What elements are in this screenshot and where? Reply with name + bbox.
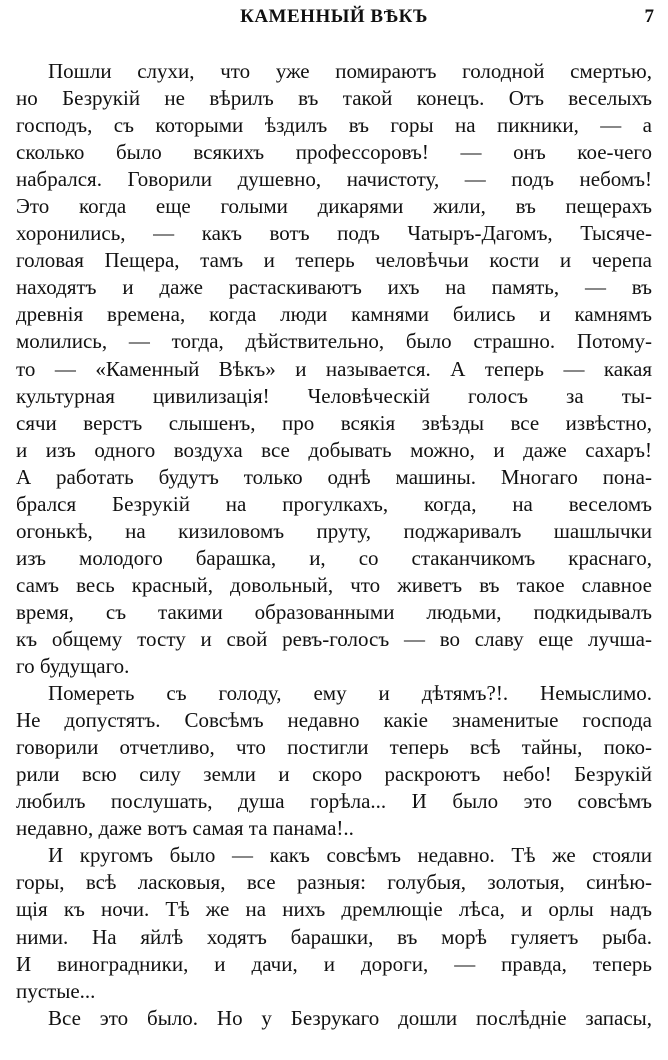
text-line: А работать будутъ только однѣ машины. Многаго пона- xyxy=(16,464,652,489)
text-line: рили всю силу земли и скоро раскроютъ небо! Безрукій xyxy=(16,762,652,787)
text-line: набрался. Говорили душевно, начистоту, — подъ небомъ! xyxy=(16,167,652,192)
text-line: говорили отчетливо, что постигли теперь всѣ тайны, поко- xyxy=(16,735,652,760)
text-line: Пошли слухи, что уже помираютъ голодной смертью, xyxy=(48,59,652,83)
text-line: сячи верстъ слышенъ, про всякія звѣзды все извѣстно, xyxy=(16,410,652,435)
text-line: но Безрукій не вѣрилъ въ такой конецъ. Отъ веселыхъ xyxy=(16,86,652,111)
text-line: го будущаго. xyxy=(16,654,130,679)
text-line: недавно, даже вотъ самая та панама!.. xyxy=(16,816,354,841)
text-line: находятъ и даже растаскиваютъ ихъ на память, — въ xyxy=(16,275,652,300)
text-line: ними. На яйлѣ ходятъ барашки, въ морѣ гуляетъ рыба. xyxy=(16,924,652,949)
text-line: Помереть съ голоду, ему и дѣтямъ?!. Немыслимо. xyxy=(48,681,652,706)
text-line: Все это было. Но у Безрукаго дошли послѣдніе запасы, xyxy=(48,1005,652,1030)
text-line: Не допустятъ. Совсѣмъ недавно какіе знаменитые господа xyxy=(16,708,652,733)
running-title: КАМЕННЫЙ ВѢКЪ xyxy=(240,6,428,27)
text-line: къ общему тосту и свой ревъ-голосъ — во славу еще лучша- xyxy=(16,626,652,651)
text-line: господъ, съ которыми ѣздилъ въ горы на пикники, — а xyxy=(16,113,652,138)
page-number: 7 xyxy=(644,6,654,27)
body-text xyxy=(16,58,652,1032)
text-line: щія къ ночи. Тѣ же на нихъ дремлющіе лѣса, и орлы надъ xyxy=(16,897,652,922)
text-line: древнія времена, когда люди камнями бились и камнямъ xyxy=(16,302,652,327)
text-line: огонькѣ, на кизиловомъ пруту, поджаривалъ шашлычки xyxy=(16,518,652,543)
text-line: любилъ послушать, душа горѣла... И было это совсѣмъ xyxy=(16,789,652,814)
text-line: молились, — тогда, дѣйствительно, было страшно. Потому- xyxy=(16,329,652,354)
text-line: изъ молодого барашка, и, со стаканчикомъ краснаго, xyxy=(16,545,652,570)
text-line: брался Безрукій на прогулкахъ, когда, на веселомъ xyxy=(16,491,652,516)
text-line: время, съ такими образованными людьми, подкидывалъ xyxy=(16,599,652,624)
text-line: И виноградники, и дачи, и дороги, — правда, теперь xyxy=(16,951,652,976)
text-line: головая Пещера, тамъ и теперь человѣчьи кости и черепа xyxy=(16,248,652,273)
text-line: и изъ одного воздуха все добывать можно, и даже сахаръ! xyxy=(16,437,652,462)
text-line: И кругомъ было — какъ совсѣмъ недавно. Тѣ же стояли xyxy=(48,843,652,868)
page-header xyxy=(0,6,668,36)
text-line: горы, всѣ ласковыя, все разныя: голубыя, золотыя, синѣю- xyxy=(16,870,652,895)
text-line: хоронились, — какъ вотъ подъ Чатыръ-Дагомъ, Тысяче- xyxy=(16,221,652,246)
text-line: культурная цивилизація! Человѣческій голосъ за ты- xyxy=(16,383,652,408)
text-line: Это когда еще голыми дикарями жили, въ пещерахъ xyxy=(16,194,652,219)
text-line: пустые... xyxy=(16,978,96,1003)
text-line: сколько было всякихъ профессоровъ! — онъ кое-чего xyxy=(16,140,652,165)
text-line: самъ весь красный, довольный, что живетъ въ такое славное xyxy=(16,572,652,597)
text-line: то — «Каменный Вѣкъ» и называется. А теперь — какая xyxy=(16,356,652,381)
